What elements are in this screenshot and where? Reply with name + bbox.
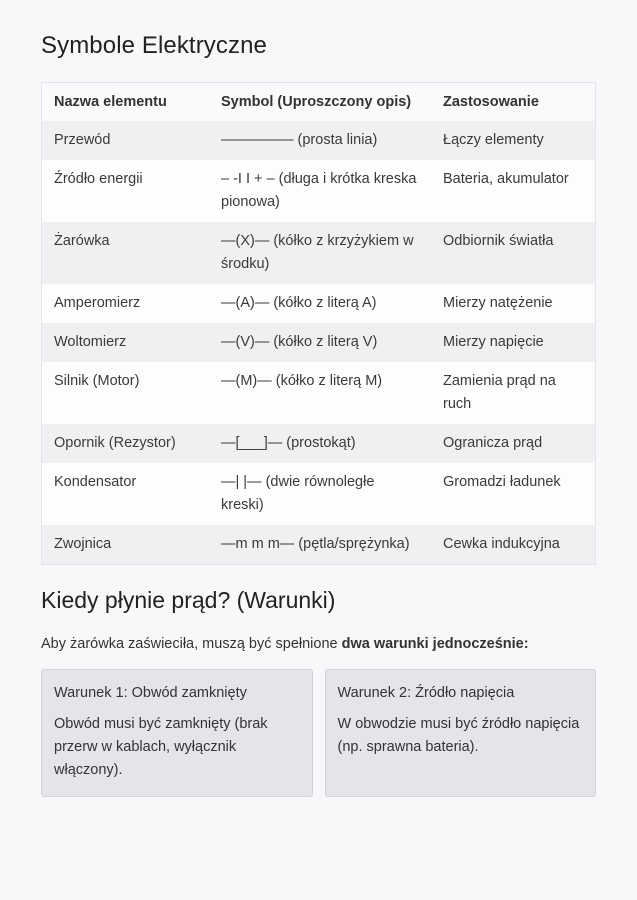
element-name-cell: Zwojnica (42, 525, 210, 565)
table-row (42, 463, 596, 525)
condition-card-text: Obwód musi być zamknięty (brak przerw w kablach, wyłącznik włączony). (54, 716, 268, 778)
table-row (42, 121, 596, 160)
table-row (42, 323, 596, 362)
symbol-cell: —| |— (dwie równoległe kreski) (209, 463, 431, 525)
symbol-cell: —(A)— (kółko z literą A) (209, 284, 431, 323)
condition-card-title: Warunek 1: Obwód zamknięty (54, 685, 247, 701)
column-header-usage: Zastosowanie (431, 83, 596, 122)
table-row (42, 284, 596, 323)
condition-card-1 (41, 669, 313, 797)
element-name-cell: Silnik (Motor) (42, 362, 210, 424)
section-heading: Kiedy płynie prąd? (Warunki) (41, 587, 336, 613)
table-row (42, 424, 596, 463)
element-name-cell: Kondensator (42, 463, 210, 525)
intro-text: Aby żarówka zaświeciła, muszą być spełnione (41, 636, 342, 652)
condition-card-2 (325, 669, 597, 797)
usage-cell: Odbiornik światła (431, 222, 596, 284)
symbol-cell: —(M)— (kółko z literą M) (209, 362, 431, 424)
usage-cell: Łączy elementy (431, 121, 596, 160)
element-name-cell: Żarówka (42, 222, 210, 284)
page-title: Symbole Elektryczne (41, 32, 267, 59)
element-name-cell: Źródło energii (42, 160, 210, 222)
intro-paragraph (41, 636, 596, 652)
symbol-cell: —(V)— (kółko z literą V) (209, 323, 431, 362)
usage-cell: Mierzy natężenie (431, 284, 596, 323)
symbol-cell: —(X)— (kółko z krzyżykiem w środku) (209, 222, 431, 284)
column-header-symbol: Symbol (Uproszczony opis) (209, 83, 431, 122)
condition-card-text: W obwodzie musi być źródło napięcia (np. sprawna bateria). (337, 716, 580, 755)
element-name-cell: Opornik (Rezystor) (42, 424, 210, 463)
conditions-cards (41, 669, 596, 797)
element-name-cell: Przewód (42, 121, 210, 160)
table-row (42, 222, 596, 284)
usage-cell: Zamienia prąd na ruch (431, 362, 596, 424)
column-header-name: Nazwa elementu (42, 83, 210, 122)
symbol-cell: —m m m— (pętla/sprężynka) (209, 525, 431, 565)
table-row (42, 160, 596, 222)
usage-cell: Ogranicza prąd (431, 424, 596, 463)
usage-cell: Mierzy napięcie (431, 323, 596, 362)
usage-cell: Gromadzi ładunek (431, 463, 596, 525)
symbols-table (41, 82, 596, 565)
table-header-row (42, 83, 596, 122)
usage-cell: Cewka indukcyjna (431, 525, 596, 565)
intro-emphasis: dwa warunki jednocześnie: (341, 636, 529, 652)
table-row (42, 362, 596, 424)
element-name-cell: Woltomierz (42, 323, 210, 362)
symbol-cell: —[___]— (prostokąt) (209, 424, 431, 463)
condition-card-title: Warunek 2: Źródło napięcia (337, 685, 515, 701)
element-name-cell: Amperomierz (42, 284, 210, 323)
table-row (42, 525, 596, 565)
symbol-cell: ————— (prosta linia) (209, 121, 431, 160)
usage-cell: Bateria, akumulator (431, 160, 596, 222)
symbol-cell: – -I I + – (długa i krótka kreska pionowa) (209, 160, 431, 222)
